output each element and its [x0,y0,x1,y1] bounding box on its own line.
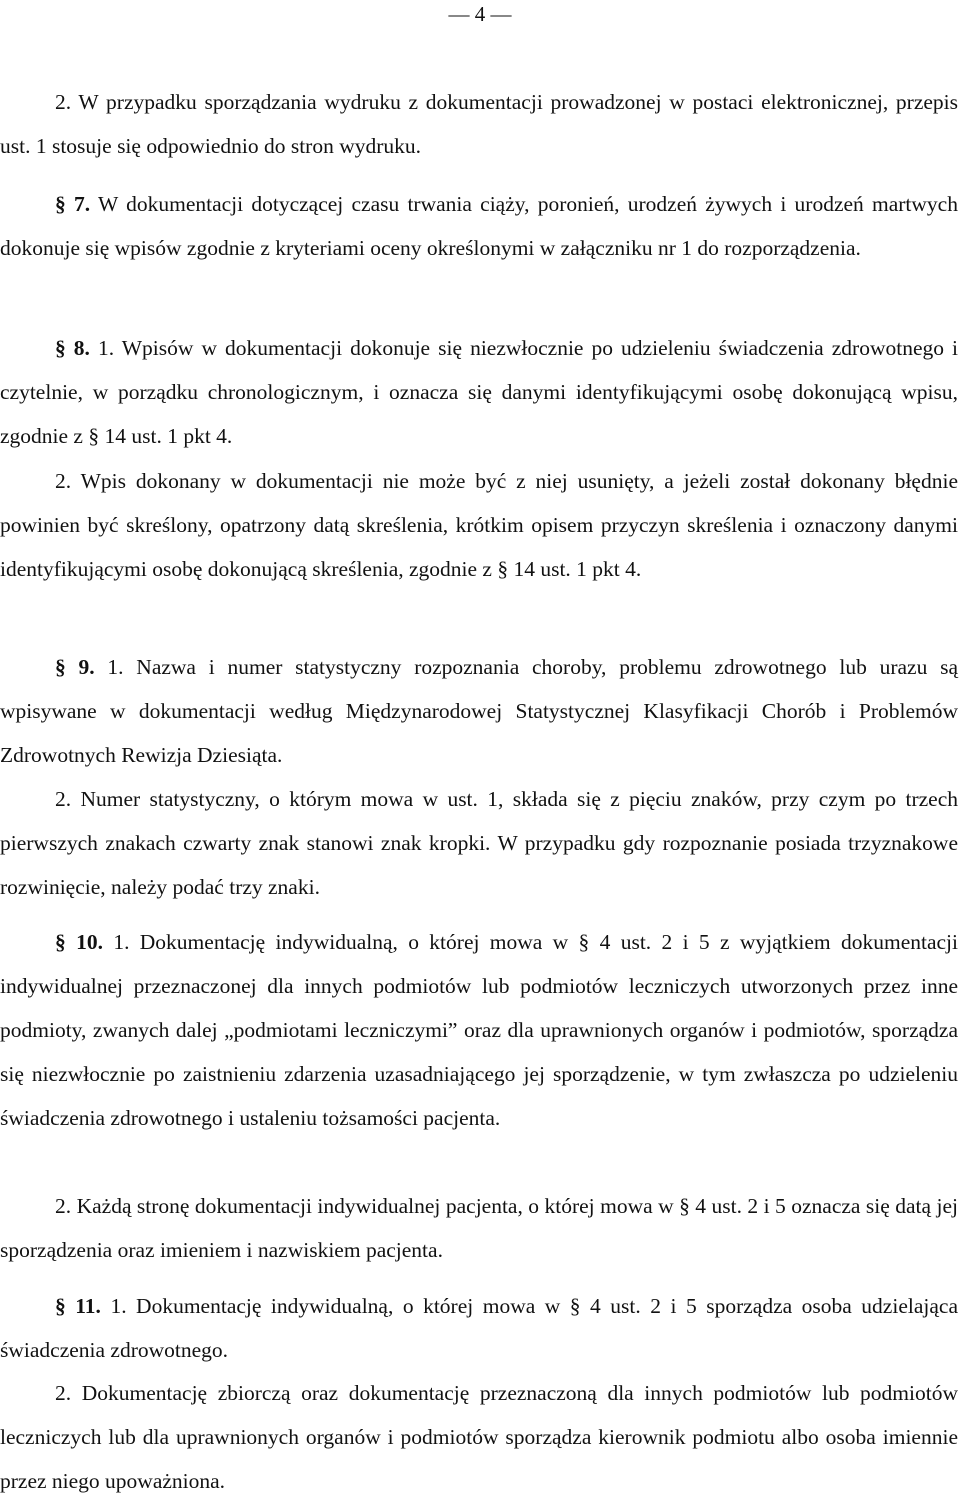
paragraph-2-printout: 2. W przypadku sporządzania wydruku z dokumentacji prowadzonej w postaci elektronicznej, przepis ust. 1 stosuje się odpowiednio do stron wydruku. [0,90,958,158]
section-number: § 11. [55,1294,101,1318]
page-number: — 4 — [448,2,512,26]
section-number: § 10. [55,930,103,954]
section-number: § 7. [55,192,91,216]
section-8-paragraph-1: § 8. 1. Wpisów w dokumentacji dokonuje się niezwłocznie po udzieleniu świadczenia zdrowotnego i czytelnie, w porządku chronologicznym, i oznacza się danymi identyfikującymi osobę dokonującą wpisu, zgodnie z § 14 ust. 1 pkt 4. [0,336,959,448]
section-7: § 7. W dokumentacji dotyczącej czasu trwania ciąży, poronień, urodzeń żywych i urodzeń martwych dokonuje się wpisów zgodnie z kryteriami oceny określonymi w załączniku nr 1 do rozporządzenia. [0,192,958,260]
section-10-paragraph-1: § 10. 1. Dokumentację indywidualną, o której mowa w § 4 ust. 2 i 5 z wyjątkiem dokumentacji indywidualnej przeznaczonej dla innych podmiotów lub podmiotów leczniczych utworzonych przez inne podmioty, zwanych dalej „podmiotami leczniczymi” oraz dla uprawnionych organów i podmiotów, sporządza się niezwłocznie po zaistnieniu zdarzenia uzasadniającego jej sporządzenie, w tym zwłaszcza po udzieleniu świadczenia zdrowotnego i ustaleniu tożsamości pacjenta. [0,930,958,1130]
section-number: § 9. [55,655,95,679]
section-10-paragraph-2: 2. Każdą stronę dokumentacji indywidualnej pacjenta, o której mowa w § 4 ust. 2 i 5 oznacza się datą jej sporządzenia oraz imieniem i nazwiskiem pacjenta. [0,1194,958,1262]
section-8-paragraph-2: 2. Wpis dokonany w dokumentacji nie może być z niej usunięty, a jeżeli został dokonany błędnie powinien być skreślony, opatrzony datą skreślenia, krótkim opisem przyczyn skreślenia i oznaczony danymi identyfikującymi osobę dokonującą skreślenia, zgodnie z § 14 ust. 1 pkt 4. [0,469,958,581]
section-11-paragraph-1: § 11. 1. Dokumentację indywidualną, o której mowa w § 4 ust. 2 i 5 sporządza osoba udzielająca świadczenia zdrowotnego. [0,1294,958,1362]
section-9-paragraph-2: 2. Numer statystyczny, o którym mowa w ust. 1, składa się z pięciu znaków, przy czym po trzech pierwszych znakach czwarty znak stanowi znak kropki. W przypadku gdy rozpoznanie posiada trzyznakowe rozwinięcie, należy podać trzy znaki. [0,787,958,899]
section-number: § 8. [55,336,90,360]
section-11-paragraph-2: 2. Dokumentację zbiorczą oraz dokumentację przeznaczoną dla innych podmiotów lub podmiotów leczniczych lub dla uprawnionych organów i podmiotów sporządza kierownik podmiotu albo osoba imiennie przez niego upoważniona. [0,1381,958,1493]
section-9-paragraph-1: § 9. 1. Nazwa i numer statystyczny rozpoznania choroby, problemu zdrowotnego lub urazu są wpisywane w dokumentacji według Międzynarodowej Statystycznej Klasyfikacji Chorób i Problemów Zdrowotnych Rewizja Dziesiąta. [0,655,959,767]
